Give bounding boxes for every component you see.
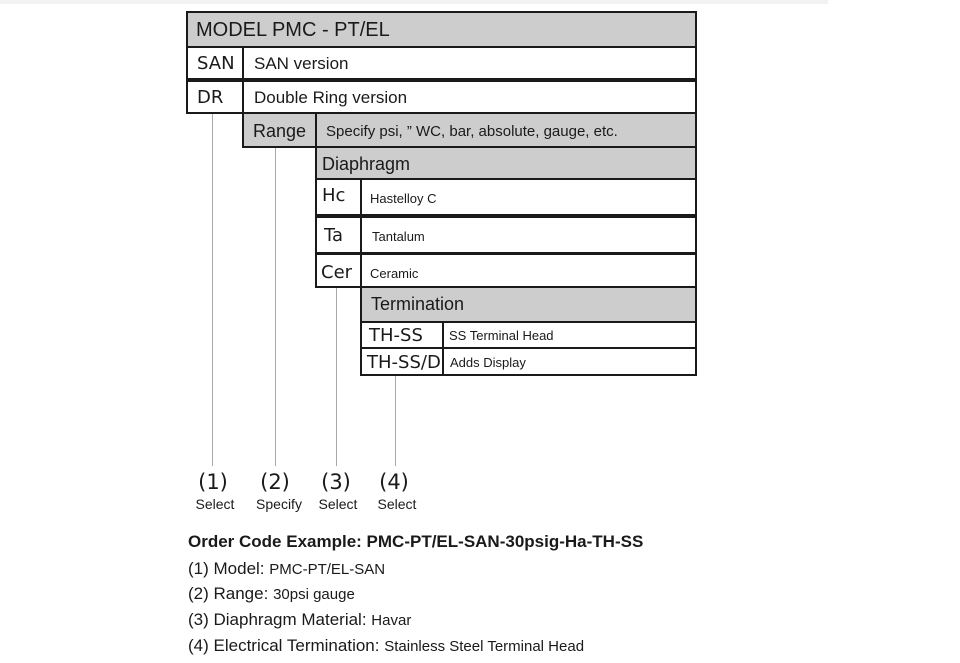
termination-code-cell <box>360 321 444 349</box>
example-line <box>188 636 584 656</box>
termination-code: TH-SS <box>369 325 423 346</box>
example-line <box>188 584 355 604</box>
leader-line-4 <box>395 376 396 466</box>
version-desc: SAN version <box>254 54 349 73</box>
leader-line-3 <box>336 288 337 466</box>
diaphragm-code-cell <box>315 253 362 288</box>
diaphragm-desc-cell <box>360 216 697 254</box>
example-line-value: Stainless Steel Terminal Head <box>384 638 585 655</box>
example-line-value: 30psi gauge <box>273 586 355 603</box>
example-line-value: PMC-PT/EL-SAN <box>269 561 386 578</box>
model-title: MODEL PMC - PT/EL <box>196 19 390 41</box>
step-label: Specify <box>256 496 302 512</box>
step-number: (4) <box>379 470 409 494</box>
termination-desc-cell <box>442 321 697 349</box>
example-line-value: Havar <box>371 612 412 629</box>
termination-header <box>360 286 697 323</box>
version-desc-cell <box>242 46 697 80</box>
diaphragm-desc: Ceramic <box>370 266 419 281</box>
diaphragm-code: Hc <box>322 185 346 206</box>
example-line <box>188 610 411 630</box>
version-desc: Double Ring version <box>254 88 408 107</box>
diaphragm-desc-cell <box>360 253 697 288</box>
example-line-label: (1) Model: <box>188 559 265 578</box>
step-number: (3) <box>321 470 351 494</box>
example-line <box>188 559 385 579</box>
version-code-cell <box>186 46 244 80</box>
diaphragm-desc-cell <box>360 178 697 216</box>
example-heading: Order Code Example: PMC-PT/EL-SAN-30psig-Ha-TH-SS <box>188 532 644 551</box>
step-label: Select <box>318 496 358 512</box>
termination-code-cell <box>360 347 444 376</box>
diaphragm-title: Diaphragm <box>322 154 411 174</box>
example-line-label: (4) Electrical Termination: <box>188 636 380 655</box>
termination-desc-cell <box>442 347 697 376</box>
diaphragm-code-cell <box>315 216 362 254</box>
example-line-label: (2) Range: <box>188 584 269 603</box>
step-number: (1) <box>198 470 228 494</box>
diaphragm-code: Ta <box>324 225 344 246</box>
version-code: SAN <box>197 53 235 74</box>
termination-code: TH-SS/D <box>367 352 441 373</box>
diaphragm-code: Cer <box>321 262 353 283</box>
version-desc-cell <box>242 80 697 114</box>
version-code-cell <box>186 80 244 114</box>
termination-desc: SS Terminal Head <box>449 328 554 343</box>
range-label-cell <box>242 112 317 148</box>
diaphragm-desc: Tantalum <box>372 229 425 244</box>
range-desc: Specify psi, ” WC, bar, absolute, gauge, etc. <box>326 123 618 140</box>
range-desc-cell <box>315 112 697 148</box>
leader-line-1 <box>212 114 213 466</box>
example-line-label: (3) Diaphragm Material: <box>188 610 367 629</box>
top-divider <box>0 0 828 4</box>
version-code: DR <box>197 87 224 108</box>
leader-line-2 <box>275 148 276 466</box>
step-number: (2) <box>260 470 290 494</box>
step-label: Select <box>377 496 417 512</box>
step-label: Select <box>195 496 235 512</box>
termination-desc: Adds Display <box>450 355 526 370</box>
termination-title: Termination <box>371 294 465 314</box>
diaphragm-code-cell <box>315 178 362 216</box>
model-header <box>186 11 697 48</box>
diaphragm-header <box>315 146 697 180</box>
diaphragm-desc: Hastelloy C <box>370 191 437 206</box>
range-label: Range <box>253 121 307 141</box>
